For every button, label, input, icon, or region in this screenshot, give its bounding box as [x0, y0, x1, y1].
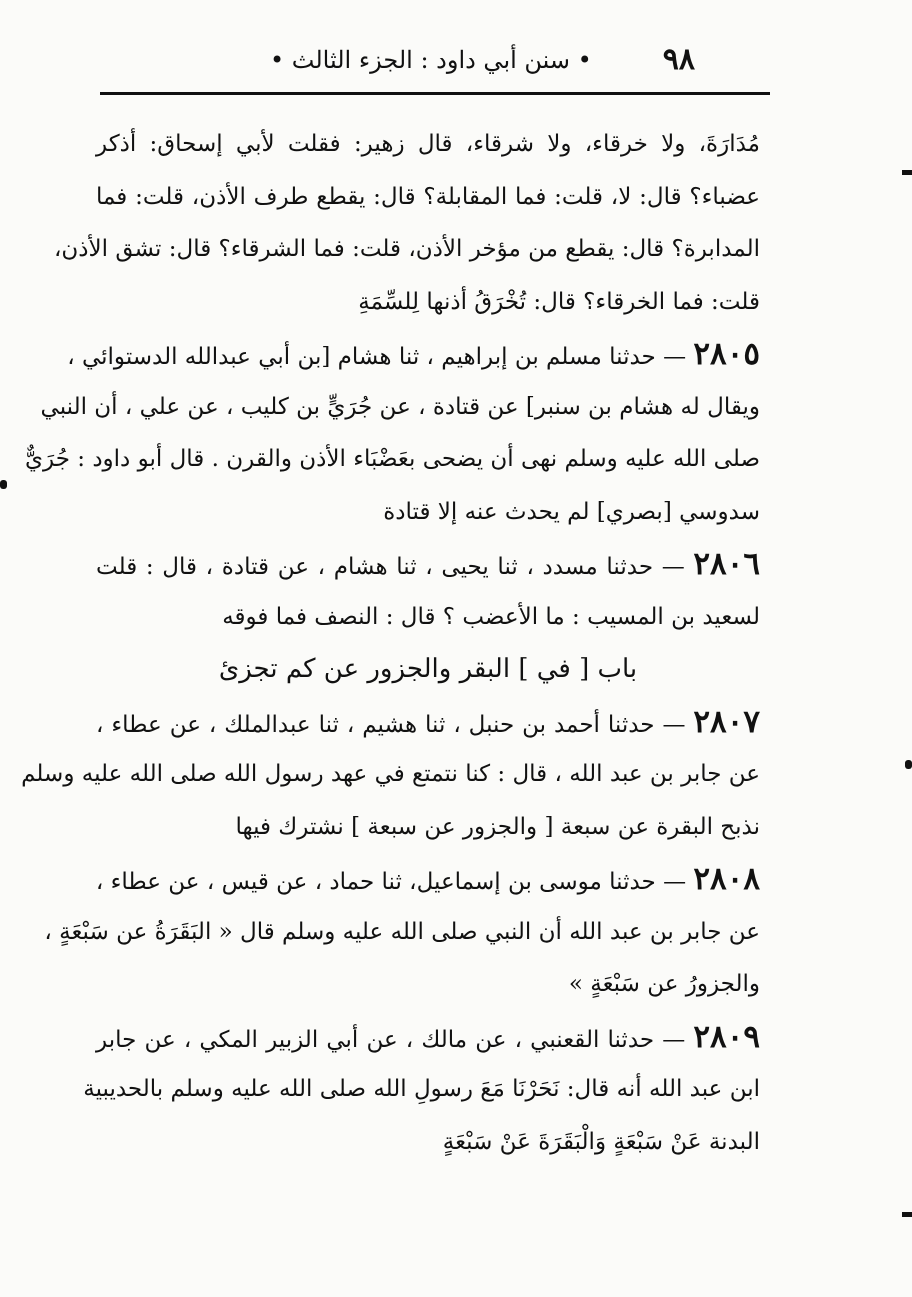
- hadith-2806: [96, 538, 760, 643]
- text-line: [96, 1011, 760, 1064]
- hadith-number: ٢٨٠٦: [693, 546, 761, 582]
- body-text: [21, 118, 761, 1168]
- running-title: • سنن أبي داود : الجزء الثالث •: [270, 46, 592, 74]
- hadith-number: ٢٨٠٨: [693, 861, 760, 897]
- text-line: [67, 328, 760, 381]
- text-line: عن جابر بن عبد الله أن النبي صلى الله عليه وسلم قال « البَقَرَةُ عن سَبْعَةٍ ،: [44, 918, 760, 945]
- hadith-2809: [83, 1011, 761, 1169]
- hadith-number: ٢٨٠٧: [693, 703, 760, 740]
- chapter-heading: باب [ في ] البقر والجزور عن كم تجزئ: [218, 654, 638, 684]
- hadith-2805: [25, 328, 760, 538]
- text-line: ويقال له هشام بن سنبر] عن قتادة ، عن جُرَيٍّ بن كليب ، عن علي ، أن النبي: [40, 393, 760, 420]
- intro-paragraph: [53, 118, 760, 328]
- hadith-number: ٢٨٠٩: [693, 1018, 761, 1055]
- scan-edge-mark: [902, 1212, 912, 1217]
- text-line: لسعيد بن المسيب : ما الأعضب ؟ قال : النصف فما فوقه: [222, 603, 760, 630]
- hadith-number: ٢٨٠٥: [693, 336, 760, 372]
- hadith-text: — حدثنا القعنبي ، عن مالك ، عن أبي الزبير المكي ، عن جابر: [96, 1026, 686, 1053]
- text-line: سدوسي [بصري] لم يحدث عنه إلا قتادة: [383, 498, 760, 525]
- hadith-2808: [44, 853, 760, 1011]
- scan-edge-mark: [905, 760, 912, 769]
- text-line: قلت: فما الخرقاء؟ قال: تُخْرَقُ أذنها لِلسِّمَةِ: [358, 288, 760, 315]
- text-line: والجزورُ عن سَبْعَةٍ »: [568, 971, 760, 997]
- page-number: ٩٨: [662, 42, 695, 77]
- page-header: [100, 38, 770, 88]
- text-line: مُدَارَةَ، ولا خرقاء، ولا شرقاء، قال زهير: فقلت لأبي إسحاق: أذكر: [96, 131, 760, 157]
- scan-edge-mark: [902, 170, 912, 175]
- header-rule: [100, 92, 770, 95]
- text-line: المدابرة؟ قال: يقطع من مؤخر الأذن، قلت: فما الشرقاء؟ قال: تشق الأذن،: [53, 236, 760, 262]
- text-line: [96, 696, 760, 749]
- hadith-text: — حدثنا أحمد بن حنبل ، ثنا هشيم ، ثنا عبدالملك ، عن عطاء ،: [96, 711, 686, 738]
- text-line: صلى الله عليه وسلم نهى أن يضحى بعَضْبَاء الأذن والقرن . قال أبو داود : جُرَيٌّ: [25, 446, 760, 472]
- text-line: عن جابر بن عبد الله ، قال : كنا نتمتع في عهد رسول الله صلى الله عليه وسلم: [21, 761, 760, 787]
- text-line: نذبح البقرة عن سبعة [ والجزور عن سبعة ] نشترك فيها: [235, 813, 760, 840]
- hadith-text: — حدثنا مسلم بن إبراهيم ، ثنا هشام [بن أبي عبدالله الدستوائي ،: [67, 344, 687, 370]
- hadith-text: — حدثنا مسدد ، ثنا يحيى ، ثنا هشام ، عن قتادة ، قال : قلت: [96, 554, 685, 580]
- text-line: عضباء؟ قال: لا، قلت: فما المقابلة؟ قال: يقطع طرف الأذن، قلت: فما: [96, 183, 760, 210]
- text-line: ابن عبد الله أنه قال: نَحَرْنَا مَعَ رسولِ الله صلى الله عليه وسلم بالحديبية: [83, 1076, 760, 1102]
- hadith-2807: [21, 696, 760, 854]
- scan-edge-mark: [0, 480, 7, 489]
- hadith-text: — حدثنا موسى بن إسماعيل، ثنا حماد ، عن قيس ، عن عطاء ،: [95, 869, 687, 895]
- text-line: البدنة عَنْ سَبْعَةٍ وَالْبَقَرَةَ عَنْ سَبْعَةٍ: [442, 1128, 760, 1155]
- text-line: [96, 853, 760, 906]
- text-line: [96, 538, 760, 591]
